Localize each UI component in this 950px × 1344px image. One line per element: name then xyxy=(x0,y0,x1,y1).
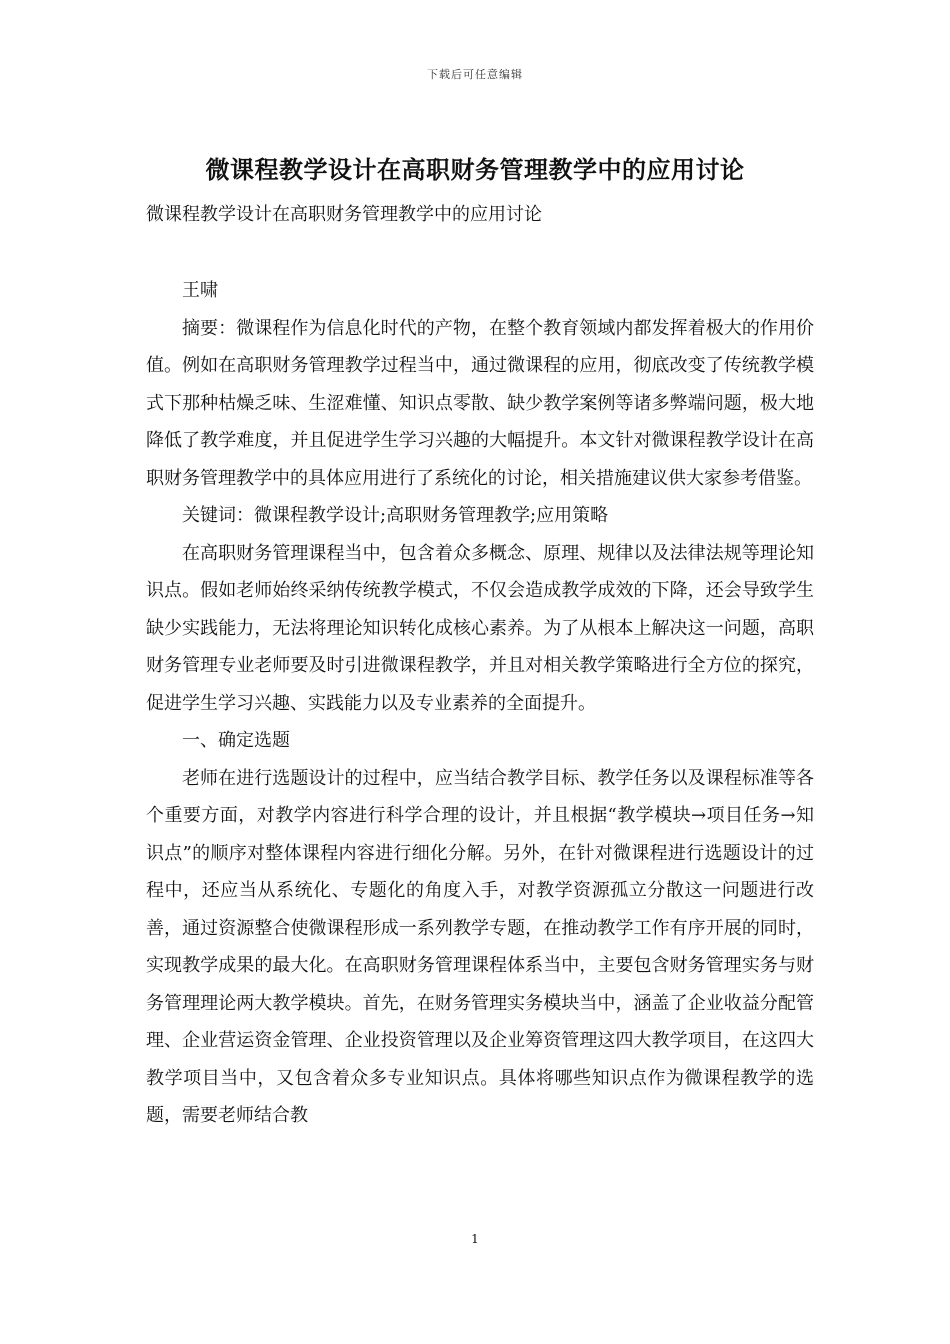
author-name: 王啸 xyxy=(182,280,218,301)
intro-paragraph: 在高职财务管理课程当中，包含着众多概念、原理、规律以及法律法规等理论知识点。假如老师始终采纳传统教学模式，不仅会造成教学成效的下降，还会导致学生缺少实践能力，无法将理论知识转化成核心素养。为了从根本上解决这一问题，高职财务管理专业老师要及时引进微课程教学，并且对相关教学策略进行全方位的探究，促进学生学习兴趣、实践能力以及专业素养的全面提升。 xyxy=(146,542,814,714)
page-number: 1 xyxy=(471,1232,479,1246)
document-body xyxy=(146,272,814,1135)
header-note: 下载后可任意编辑 xyxy=(427,68,523,81)
abstract-paragraph: 摘要：微课程作为信息化时代的产物，在整个教育领域内都发挥着极大的作用价值。例如在高职财务管理教学过程当中，通过微课程的应用，彻底改变了传统教学模式下那种枯燥乏味、生涩难懂、知识点零散、缺少教学案例等诸多弊端问题，极大地降低了教学难度，并且促进学生学习兴趣的大幅提升。本文针对微课程教学设计在高职财务管理教学中的具体应用进行了系统化的讨论，相关措施建议供大家参考借鉴。 xyxy=(146,317,814,489)
document-title: 微课程教学设计在高职财务管理教学中的应用讨论 xyxy=(205,155,745,184)
section-heading: 一、确定选题 xyxy=(182,730,290,751)
keywords-paragraph: 关键词：微课程教学设计;高职财务管理教学;应用策略 xyxy=(182,505,609,526)
section-paragraph: 老师在进行选题设计的过程中，应当结合教学目标、教学任务以及课程标准等各个重要方面，对教学内容进行科学合理的设计，并且根据“教学模块→项目任务→知识点”的顺序对整体课程内容进行细化分解。另外，在针对微课程进行选题设计的过程中，还应当从系统化、专题化的角度入手，对教学资源孤立分散这一问题进行改善，通过资源整合使微课程形成一系列教学专题，在推动教学工作有序开展的同时，实现教学成果的最大化。在高职财务管理课程体系当中，主要包含财务管理实务与财务管理理论两大教学模块。首先，在财务管理实务模块当中，涵盖了企业收益分配管理、企业营运资金管理、企业投资管理以及企业筹资管理这四大教学项目，在这四大教学项目当中，又包含着众多专业知识点。具体将哪些知识点作为微课程教学的选题，需要老师结合教 xyxy=(146,767,814,1126)
document-subtitle: 微课程教学设计在高职财务管理教学中的应用讨论 xyxy=(146,204,542,225)
